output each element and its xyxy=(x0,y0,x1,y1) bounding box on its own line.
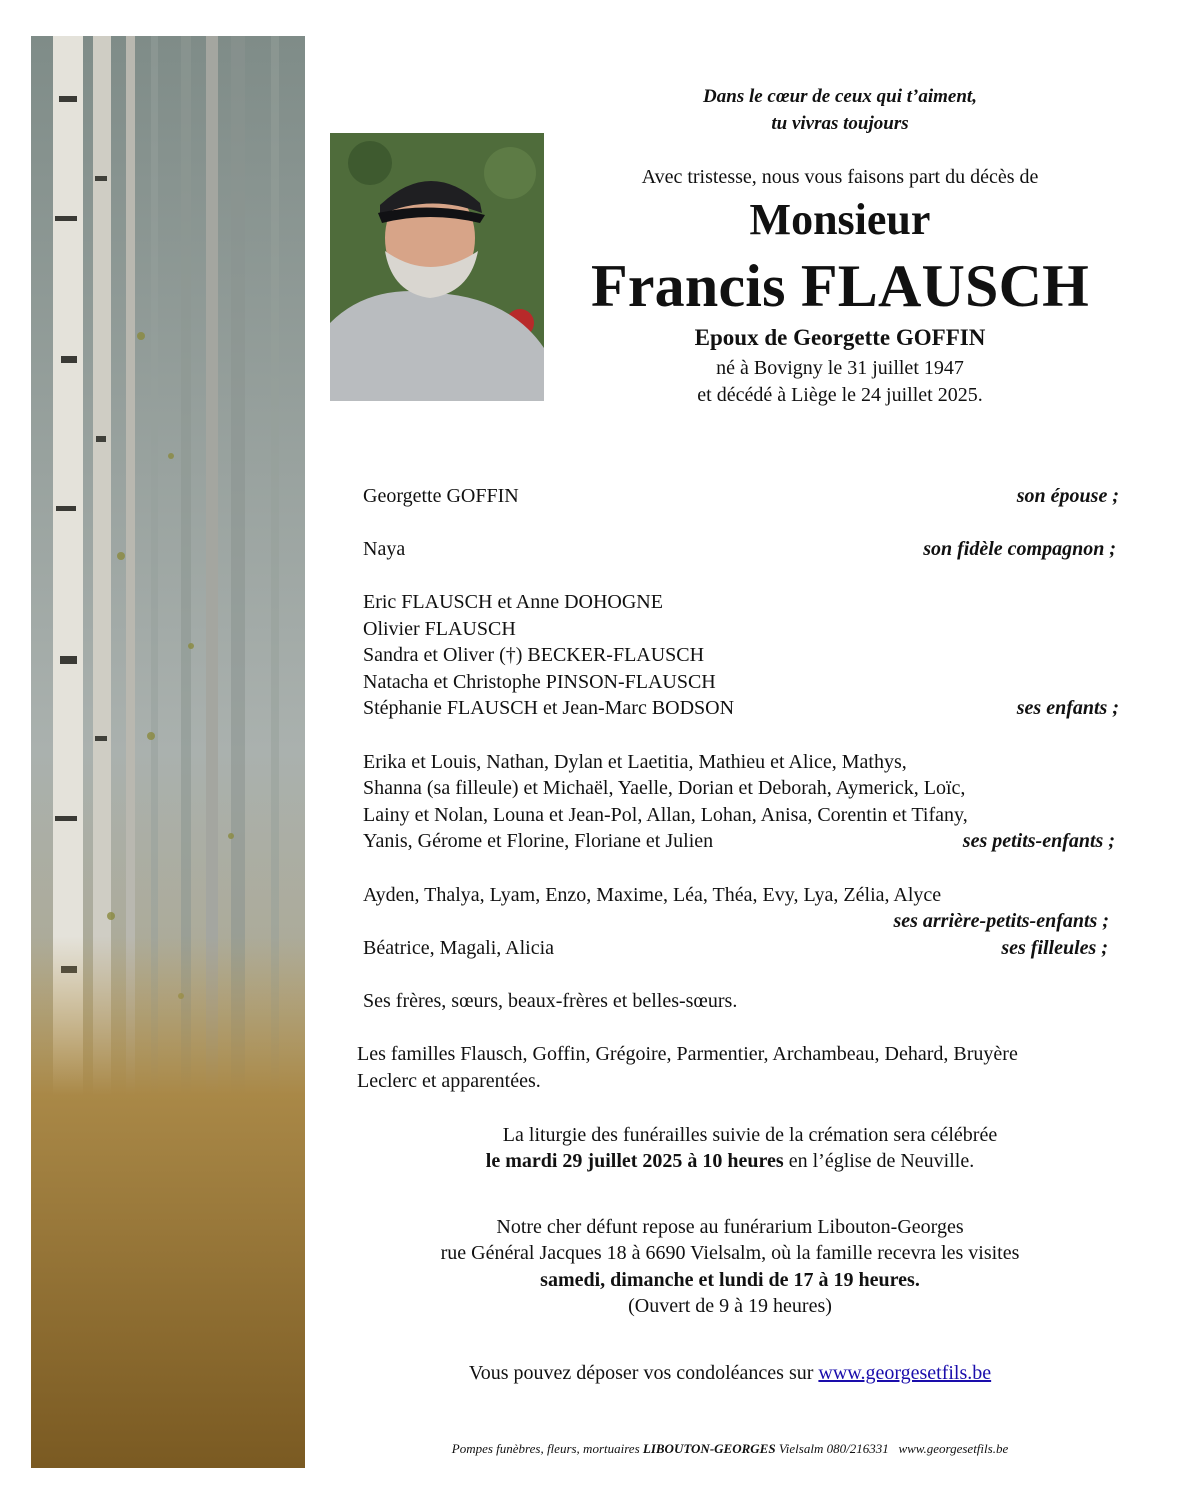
spouse-name: Georgette GOFFIN xyxy=(363,485,519,507)
announcement-intro: Avec tristesse, nous vous faisons part du décès de xyxy=(641,166,1039,188)
grandchildren-line: Shanna (sa filleule) et Michaël, Yaelle, Dorian et Deborah, Aymerick, Loïc, xyxy=(363,777,966,799)
visits-opening: (Ouvert de 9 à 19 heures) xyxy=(628,1295,832,1317)
grandchildren-line: Yanis, Gérome et Florine, Floriane et Julien xyxy=(363,830,714,852)
ceremony-date: le mardi 29 juillet 2025 à 10 heures xyxy=(485,1150,784,1172)
child-line: Eric FLAUSCH et Anne DOHOGNE xyxy=(363,591,663,613)
footer-contact: Vielsalm 080/216331 www.georgesetfils.be xyxy=(775,1441,1009,1456)
deceased-name: Francis FLAUSCH xyxy=(591,253,1089,319)
families-line-1: Les familles Flausch, Goffin, Grégoire, Parmentier, Archambeau, Dehard, Bruyère xyxy=(357,1043,1018,1065)
ceremony-line-2 xyxy=(380,1150,1080,1173)
footer-line xyxy=(330,1441,1130,1457)
companion-name: Naya xyxy=(363,538,406,560)
forest-illustration xyxy=(31,36,305,1468)
goddaughters-line: Béatrice, Magali, Alicia xyxy=(363,937,555,959)
great-grandchildren-line: Ayden, Thalya, Lyam, Enzo, Maxime, Léa, Théa, Evy, Lya, Zélia, Alyce xyxy=(363,884,942,906)
portrait-illustration xyxy=(330,133,544,401)
forest-side-image xyxy=(31,36,305,1468)
goddaughters-role: ses filleules ; xyxy=(1001,937,1108,959)
grandchildren-role: ses petits-enfants ; xyxy=(962,830,1115,852)
grandchildren-line: Lainy et Nolan, Louna et Jean-Pol, Allan, Lohan, Anisa, Corentin et Tifany, xyxy=(363,804,968,826)
child-line: Stéphanie FLAUSCH et Jean-Marc BODSON xyxy=(363,697,735,719)
children-role: ses enfants ; xyxy=(1016,697,1119,719)
spouse-line: Epoux de Georgette GOFFIN xyxy=(694,325,986,350)
visits-line-1: Notre cher défunt repose au funérarium Libouton-Georges xyxy=(496,1216,964,1238)
child-line: Natacha et Christophe PINSON-FLAUSCH xyxy=(363,671,716,693)
spouse-role: son épouse ; xyxy=(1016,485,1119,507)
deceased-title: Monsieur xyxy=(749,195,931,244)
child-line: Olivier FLAUSCH xyxy=(363,618,516,640)
great-grandchildren-role: ses arrière-petits-enfants ; xyxy=(893,910,1109,932)
condolences-line xyxy=(380,1362,1080,1385)
grandchildren-line: Erika et Louis, Nathan, Dylan et Laetitia, Mathieu et Alice, Mathys, xyxy=(363,751,907,773)
motto-line-1: Dans le cœur de ceux qui t’aiment, xyxy=(703,86,977,107)
ceremony-place: en l’église de Neuville. xyxy=(783,1150,975,1172)
families-line-2: Leclerc et apparentées. xyxy=(357,1070,541,1092)
death-line: et décédé à Liège le 24 juillet 2025. xyxy=(697,384,983,406)
motto-line-2: tu vivras toujours xyxy=(771,113,909,134)
condolences-link[interactable]: www.georgesetfils.be xyxy=(818,1362,992,1384)
ceremony-line-1: La liturgie des funérailles suivie de la crémation sera célébrée xyxy=(502,1124,998,1146)
companion-role: son fidèle compagnon ; xyxy=(923,538,1116,560)
visits-line-2: rue Général Jacques 18 à 6690 Vielsalm, où la famille recevra les visites xyxy=(440,1242,1020,1264)
birth-line: né à Bovigny le 31 juillet 1947 xyxy=(716,357,964,379)
siblings-line: Ses frères, sœurs, beaux-frères et belles-sœurs. xyxy=(363,990,738,1012)
footer-company: LIBOUTON-GEORGES xyxy=(642,1441,776,1456)
child-line: Sandra et Oliver (†) BECKER-FLAUSCH xyxy=(363,644,705,666)
condolences-text: Vous pouvez déposer vos condoléances sur xyxy=(468,1362,819,1384)
portrait-photo xyxy=(330,133,544,401)
visits-hours: samedi, dimanche et lundi de 17 à 19 heures. xyxy=(540,1269,920,1291)
footer-text: Pompes funèbres, fleurs, mortuaires xyxy=(451,1441,643,1456)
